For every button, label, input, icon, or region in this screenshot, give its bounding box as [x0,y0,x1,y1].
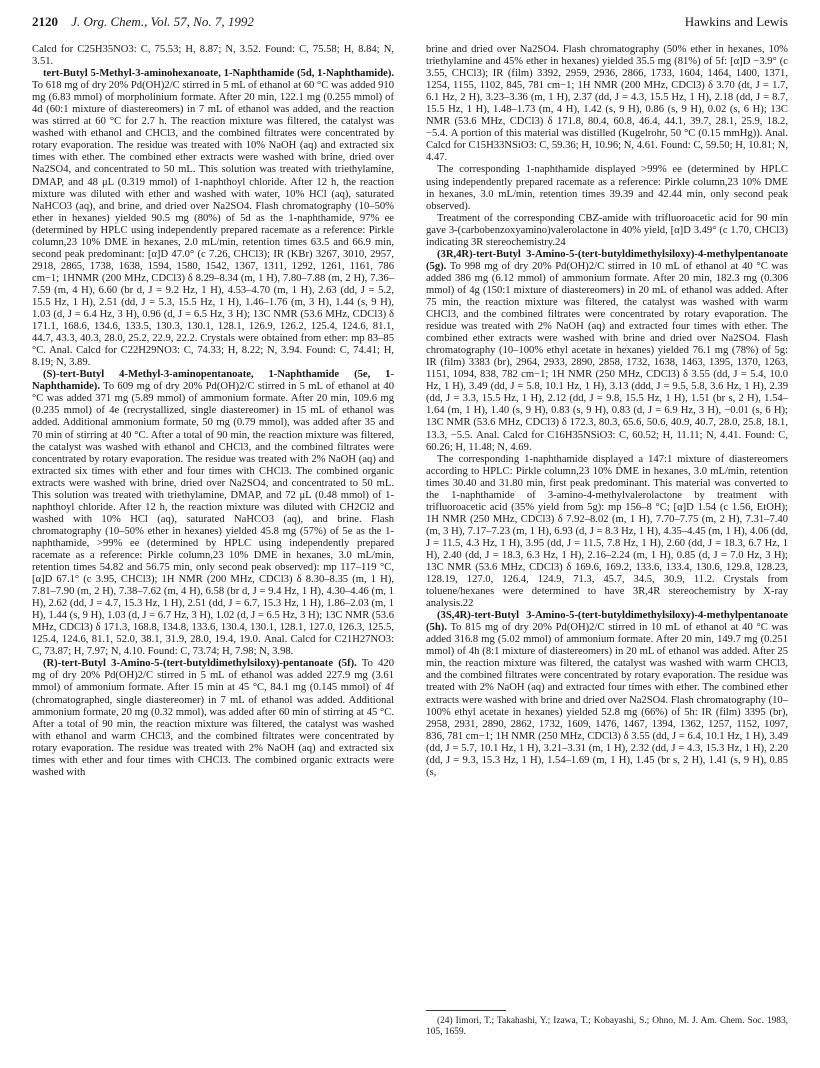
left-column [32,44,394,1054]
paragraph [32,44,394,68]
paragraph [426,164,788,212]
references [426,1016,788,1038]
running-header [32,14,788,34]
footnote-rule [426,1010,506,1011]
paragraph [32,369,394,658]
paragraph-text: The corresponding 1-naphthamide displayed >99% ee (determined by HPLC using independently prepared racemate as a reference: Pirkle column,23 10% DME in hexanes, 3.0 mL/min, retention times 39.39 and 42.44 min, only second peak observed). [426,164,788,212]
reference-item: (24) Iimori, T.; Takahashi, Y.; Izawa, T.; Kobayashi, S.; Ohno, M. J. Am. Chem. Soc. 1983, 105, 1659. [426,1016,788,1037]
paragraph-text: The corresponding 1-naphthamide displayed a 147:1 mixture of diastereomers according to HPLC: Pirkle column,23 10% DME in hexanes, 3.0 mL/min, retention times 30.40 and 31.80 min, first peak predominant. This material was converted to the 1-naphthamide of 3-amino-4-methylvalerolactone by treatment with trifluoroacetic acid (35% yield from 5g): mp 156–8 °C; [α]D 1.54 (c 1.56, EtOH); 1H NMR (250 MHz, CDCl3) δ 7.92–8.02 (m, 1 H), 7.70–7.75 (m, 2 H), 7.31–7.40 (m, 3 H), 7.17–7.23 (m, 1 H), 6.93 (d, J = 8.3 Hz, 1 H), 4.35–4.45 (m, 1 H), 4.06 (dd, J = 11.5, 4.3 Hz, 1 H), 3.95 (dd, J = 11.5, 7.8 Hz, 1 H), 2.60 (dd, J = 18.3, 6.7 Hz, 1 H), 2.40 (dd, J = 18.3, 6.3 Hz, 1 H), 2.16–2.24 (m, 1 H), 0.85 (d, J = 7.0 Hz, 3 H); 13C NMR (53.6 MHz, CDCl3) δ 169.6, 169.2, 133.6, 133.4, 130.6, 129.8, 128.23, 128.19, 127.0, 126.4, 124.9, 71.3, 45.7, 34.5, 30.9, 11.2. Crystals from toluene/hexanes were determined to have 3R,4R stereochemistry by X-ray analysis.22 [426,453,788,610]
compound-title: (3R,4R)-tert-Butyl 3-Amino-5-(tert-butyldimethylsiloxy)-4-methylpentanoate (5g). [426,248,788,272]
paragraph [426,454,788,611]
paragraph-text: To 618 mg of dry 20% Pd(OH)2/C stirred in 5 mL of ethanol at 60 °C was added 910 mg (6.83 mmol) of morpholinium formate. After 20 min, 122.1 mg (0.255 mmol) of 4d (60:1 mixture of diastereomers) in 7 mL of ethanol was added, and the reaction was stirred at 60 °C for 2.7 h. The reaction mixture was filtered, the catalyst was washed with ethanol and CHCl3, and the combined filtrates were concentrated by rotary evaporation. The residue was treated with 10% NaOH (aq) and extracted six times with ether. The combined ether extracts were washed with brine, dried over Na2SO4, and concentrated to 50 mL. This solution was treated with triethylamine, DMAP, and 48 μL (0.319 mmol) of 1-naphthoyl chloride. After 12 h, the reaction mixture was diluted with ether and washed with water, 10% HCl (aq), saturated NaHCO3 (aq), and brine, and dried over Na2SO4. Flash chromatography (10–50% ether in hexanes) yielded 90.5 mg (80%) of 5d as the 1-naphthamide, 97% ee (determined by HPLC using independently prepared racemate as a reference: Pirkle column,23 10% DME in hexanes, 2.0 mL/min, retention times 63.5 and 66.9 min, second peak predominant: [α]D 47.0° (c 7.26, CHCl3); IR (KBr) 3267, 3010, 2957, 2918, 2865, 1738, 1638, 1594, 1580, 1542, 1367, 1311, 1292, 1261, 1161, 786 cm−1; 1HNMR (200 MHz, CDCl3) δ 8.29–8.34 (m, 1 H), 7.80–7.88 (m, 2 H), 7.36–7.59 (m, 4 H), 6.60 (br d, J = 9.2 Hz, 1 H), 4.53–4.70 (m, 1 H), 2.63 (dd, J = 5.2, 15.5 Hz, 1 H), 2.51 (dd, J = 5.3, 15.5 Hz, 1 H), 1.46–1.76 (m, 3 H), 1.44 (s, 9 H), 1.03 (d, J = 6.4 Hz, 3 H), 0.96 (d, J = 6.5 Hz, 3 H); 13C NMR (53.6 MHz, CDCl3) δ 171.1, 168.6, 134.6, 133.5, 130.3, 130.1, 128.1, 126.9, 126.2, 125.4, 124.6, 81.1, 44.7, 43.3, 40.3, 28.0, 25.2, 22.9, 22.2. Crystals were obtained from ether: mp 83–85 °C. Anal. Calcd for C22H29NO3: C, 74.33; H, 8.22; N, 3.94. Found: C, 74.41; H, 8.19; N, 3.89. [32,80,394,369]
compound-title: (S)-tert-Butyl 4-Methyl-3-aminopentanoate, 1-Naphthamide (5e, 1-Naphthamide). [32,369,394,393]
paragraph-text: brine and dried over Na2SO4. Flash chromatography (50% ether in hexanes, 10% triethylamine and 45% ether in hexanes) yielded 35.5 mg (81%) of 5f: [α]D −3.9° (c 3.55, CHCl3); IR (film) 3392, 2959, 2936, 2866, 1733, 1604, 1464, 1400, 1371, 1254, 1155, 1102, 845, 781 cm−1; 1H NMR (200 MHz, CDCl3) δ 3.70 (dt, J = 1.7, 6.1 Hz, 2 H), 3.23–3.36 (m, 1 H), 2.37 (dd, J = 4.3, 15.5 Hz, 1 H), 2.18 (dd, J = 8.7, 15.5 Hz, 1 H), 1.48–1.73 (m, 4 H), 1.42 (s, 9 H), 0.86 (s, 9 H), 0.02 (s, 6 H); 13C NMR (53.6 MHz, CDCl3) δ 171.8, 80.4, 60.8, 46.4, 44.1, 39.7, 28.1, 25.9, 18.2, −5.4. A portion of this material was distilled (Kugelrohr, 50 °C (0.15 mmHg)). Anal. Calcd for C15H33NSiO3: C, 59.36; H, 10.96; N, 4.61. Found: C, 59.50; H, 10.81; N, 4.47. [426,44,788,164]
journal-citation: J. Org. Chem., Vol. 57, No. 7, 1992 [71,14,254,29]
paragraph [32,658,394,778]
paragraph [32,68,394,369]
paragraph [426,249,788,454]
header-authors: Hawkins and Lewis [684,14,788,29]
paragraph-text: To 815 mg of dry 20% Pd(OH)2/C stirred in 10 mL of ethanol at 40 °C was added 316.8 mg (5.02 mmol) of ammonium formate. After 20 min, 149.7 mg (0.251 mmol) of 4h (8:1 mixture of diastereomers) in 20 mL of ethanol was added. After 25 min, the reaction mixture was filtered, the catalyst was washed with warm CHCl3, and the combined filtrates were concentrated by rotary evaporation. The residue was treated with 2% NaOH (aq) and extracted four times with ether. The combined ether extracts were washed with brine and dried over Na2SO4. Flash chromatography (10–100% ethyl acetate in hexanes) yielded 52.8 mg (66%) of 5h: IR (film) 3395 (br), 2958, 2931, 2890, 2862, 1732, 1609, 1476, 1467, 1394, 1362, 1257, 1152, 1097, 836, 781 cm−1; 1H NMR (250 MHz, CDCl3) δ 3.55 (dd, J = 6.4, 10.1 Hz, 1 H), 3.49 (dd, J = 5.7, 10.1 Hz, 1 H), 3.21–3.31 (m, 1 H), 2.32 (dd, J = 4.3, 15.3 Hz, 1 H), 2.20 (dd, J = 9.3, 15.3 Hz, 1 H), 1.54–1.69 (m, 1 H), 1.45 (br s, 2 H), 1.41 (s, 9 H), 0.85 (s, [426,622,788,778]
right-column [426,44,788,1004]
paragraph-text: To 420 mg of dry 20% Pd(OH)2/C stirred in 5 mL of ethanol was added 227.9 mg (3.61 mmol) of ammonium formate. After 15 min at 45 °C, 84.1 mg (0.145 mmol) of 4f (chromatographed, single diastereomer) in 7 mL of ethanol was added. Additional ammonium formate, 20 mg (0.32 mmol), was added after 60 min of stirring at 45 °C. After a total of 90 min, the reaction mixture was filtered, the catalyst was washed with ethanol and warm CHCl3, and the combined filtrates were concentrated by rotary evaporation. The residue was treated with 2% NaOH (aq) and extracted six times with ether and four times with CHCl3. The combined organic extracts were washed with [32,658,394,778]
compound-title: (R)-tert-Butyl 3-Amino-5-(tert-butyldimethylsiloxy)-pentanoate (5f). [43,658,357,670]
paragraph [426,44,788,164]
paragraph [426,213,788,249]
compound-title: tert-Butyl 5-Methyl-3-aminohexanoate, 1-Naphthamide (5d, 1-Naphthamide). [43,68,394,80]
header-left [32,14,254,30]
page-number: 2120 [32,14,58,29]
paragraph-text: To 998 mg of dry 20% Pd(OH)2/C stirred in 10 mL of ethanol at 40 °C was added 386 mg (6.12 mmol) of ammonium formate. After 20 min, 182.3 mg (0.306 mmol) of 4g (150:1 mixture of diastereomers) in 20 mL of ethanol was added. After 75 min, the reaction mixture was filtered, the catalyst was washed with warm CHCl3, and the combined filtrates were concentrated by rotary evaporation. The residue was treated with 2% NaOH (aq) and extracted four times with ether. The combined ether extracts were washed with brine and dried over Na2SO4. Flash chromatography (10–100% ethyl acetate in hexanes) yielded 76.1 mg (78%) of 5g: IR (film) 3383 (br), 2964, 2933, 2890, 2858, 1732, 1638, 1463, 1395, 1370, 1263, 1151, 1094, 838, 782 cm−1; 1H NMR (250 MHz, CDCl3) δ 3.55 (dd, J = 5.4, 10.0 Hz, 1 H), 3.49 (dd, J = 5.8, 10.1 Hz, 1 H), 3.13 (ddd, J = 9.5, 5.8, 3.6 Hz, 1 H), 2.39 (dd, J = 3.3, 15.5 Hz, 1 H), 2.12 (dd, J = 9.8, 15.5 Hz, 1 H), 1.51 (br s, 2 H), 1.54–1.64 (m, 1 H), 1.40 (s, 9 H), 0.83 (s, 9 H), 0.83 (d, J = 6.9 Hz, 3 H), −0.01 (s, 6 H); 13C NMR (53.6 MHz, CDCl3) δ 172.3, 80.3, 65.6, 50.6, 40.9, 40.7, 28.0, 25.8, 18.1, 13.3, −5.5. Anal. Calcd for C16H35NSiO3: C, 60.52; H, 11.11; N, 4.41. Found: C, 60.26; H, 11.48; N, 4.69. [426,260,788,453]
compound-title: (3S,4R)-tert-Butyl 3-Amino-5-(tert-butyldimethylsiloxy)-4-methylpentanoate (5h). [426,610,788,634]
paragraph-text: To 609 mg of dry 20% Pd(OH)2/C stirred in 5 mL of ethanol at 40 °C was added 371 mg (5.89 mmol) of ammonium formate. After 20 min, 109.6 mg (0.235 mmol) of 4e (recrystallized, single diastereomer) in 15 mL of ethanol was added. Additional ammonium formate, 50 mg (0.79 mmol), was added after 35 and 70 min of stirring at 40 °C. After a total of 90 min, the reaction mixture was filtered, the catalyst was washed with ethanol and CHCl3, and the combined filtrates were concentrated by rotary evaporation. The residue was treated with 2% NaOH (aq) and extracted six times with ether and four times with CHCl3. The combined organic extracts were washed with brine, dried over Na2SO4, and concentrated to 50 mL. This solution was treated with triethylamine, DMAP, and 72 μL (0.48 mmol) of 1-naphthoyl chloride. After 12 h, the reaction mixture was diluted with CH2Cl2 and washed with 10% HCl (aq), saturated NaHCO3 (aq), and brine. Flash chromatography (10–50% ether in hexanes) yielded 45.8 mg (57%) of 5e as the 1-naphthamide, >99% ee (determined by HPLC using independently prepared racemate as a reference: Pirkle column,23 10% DME in hexanes, 3.0 mL/min, retention times 54.82 and 56.75 min, only second peak observed): mp 117–119 °C, [α]D 67.1° (c 3.95, CHCl3); 1H NMR (200 MHz, CDCl3) δ 8.30–8.35 (m, 1 H), 7.81–7.90 (m, 2 H), 7.38–7.62 (m, 4 H), 6.58 (br d, J = 9.4 Hz, 1 H), 4.30–4.46 (m, 1 H), 2.62 (dd, J = 4.7, 15.3 Hz, 1 H), 2.51 (dd, J = 6.7, 15.3 Hz, 1 H), 1.86–2.03 (m, 1 H), 1.44 (s, 9 H), 1.03 (d, J = 6.7 Hz, 3 H), 1.02 (d, J = 6.5 Hz, 3 H); 13C NMR (53.6 MHz, CDCl3) δ 171.3, 168.8, 134.8, 133.6, 130.4, 130.1, 128.1, 127.0, 126.3, 125.5, 125.4, 124.6, 81.1, 52.0, 38.1, 31.9, 28.0, 19.4, 19.0. Anal. Calcd for C21H27NO3: C, 73.87; H, 7.97; N, 4.10. Found: C, 73.74; H, 7.98; N, 3.98. [32,381,394,658]
paragraph-text: Treatment of the corresponding CBZ-amide with trifluoroacetic acid for 90 min gave 3-(carbobenzoxyamino)valerolactone in 40% yield, [α]D 3.49° (c 1.70, CHCl3) indicating 3R stereochemistry.24 [426,212,788,248]
paragraph-text: Calcd for C25H35NO3: C, 75.53; H, 8.87; N, 3.52. Found: C, 75.58; H, 8.84; N, 3.51. [32,44,394,68]
paragraph [426,610,788,779]
